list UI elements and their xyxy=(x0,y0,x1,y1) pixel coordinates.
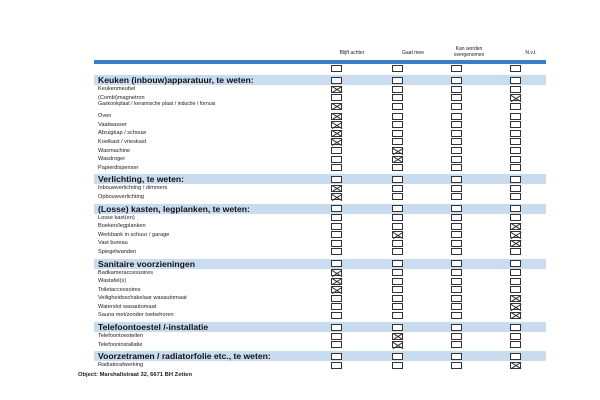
section-header xyxy=(94,75,546,85)
checkbox[interactable] xyxy=(392,176,403,183)
checklist-row xyxy=(94,184,546,193)
checkbox-checked[interactable] xyxy=(510,312,521,319)
checkbox[interactable] xyxy=(510,156,521,163)
checklist-row xyxy=(94,341,546,350)
checkbox[interactable] xyxy=(392,164,403,171)
checklist-row xyxy=(94,286,546,295)
checkbox-checked[interactable] xyxy=(331,121,342,128)
checkbox-checked[interactable] xyxy=(331,185,342,192)
checkbox[interactable] xyxy=(451,362,462,369)
checkbox-checked[interactable] xyxy=(331,113,342,120)
col-header-gaat-mee: Gaat mee xyxy=(402,50,424,56)
checkbox[interactable] xyxy=(331,240,342,247)
checklist-row xyxy=(94,303,546,312)
checklist-row xyxy=(94,269,546,278)
checkbox[interactable] xyxy=(392,138,403,145)
checkbox[interactable] xyxy=(392,362,403,369)
row-label: Badkameraccessoires xyxy=(98,269,154,276)
checkbox[interactable] xyxy=(451,103,462,110)
checkbox-checked[interactable] xyxy=(392,156,403,163)
checklist-row xyxy=(94,147,546,156)
section-title: Sanitaire voorzieningen xyxy=(98,258,195,269)
checkbox[interactable] xyxy=(392,324,403,331)
checklist-row xyxy=(94,155,546,164)
checkbox[interactable] xyxy=(392,121,403,128)
checkbox[interactable] xyxy=(451,312,462,319)
checkbox[interactable] xyxy=(510,185,521,192)
checkbox-checked[interactable] xyxy=(510,94,521,101)
row-label: Radiatorafwerking xyxy=(98,362,144,369)
checkbox[interactable] xyxy=(331,248,342,255)
section-header xyxy=(94,322,546,332)
checkbox[interactable] xyxy=(392,77,403,84)
checkbox[interactable] xyxy=(451,176,462,183)
row-label: Toiletaccessoires xyxy=(98,286,141,293)
checkbox[interactable] xyxy=(510,138,521,145)
checkbox-checked[interactable] xyxy=(331,286,342,293)
checkbox-checked[interactable] xyxy=(510,240,521,247)
checkbox[interactable] xyxy=(331,341,342,348)
checkbox[interactable] xyxy=(331,156,342,163)
col-header-blijft-achter: Blijft achter xyxy=(339,50,365,56)
checkbox[interactable] xyxy=(392,103,403,110)
row-label: Sauna met/zonder toebehoren xyxy=(98,312,174,319)
checkbox[interactable] xyxy=(451,65,462,72)
checkbox[interactable] xyxy=(392,278,403,285)
checklist-row xyxy=(94,85,546,94)
checkbox[interactable] xyxy=(451,185,462,192)
checkbox[interactable] xyxy=(451,240,462,247)
checkbox[interactable] xyxy=(510,130,521,137)
checkbox-checked[interactable] xyxy=(331,138,342,145)
row-label: Veiligheidsschakelaar wasautomaat xyxy=(98,295,187,302)
checkbox-checked[interactable] xyxy=(510,295,521,302)
checkbox-checked[interactable] xyxy=(331,130,342,137)
checklist-row xyxy=(94,277,546,286)
checkbox[interactable] xyxy=(331,164,342,171)
checkbox-checked[interactable] xyxy=(510,303,521,310)
checkbox-checked[interactable] xyxy=(510,223,521,230)
checkbox[interactable] xyxy=(392,286,403,293)
checkbox[interactable] xyxy=(510,324,521,331)
checkbox[interactable] xyxy=(510,286,521,293)
checkbox-checked[interactable] xyxy=(331,103,342,110)
checkbox-checked[interactable] xyxy=(392,231,403,238)
checkbox[interactable] xyxy=(451,121,462,128)
row-label: Wasmachine xyxy=(98,147,131,154)
checkbox[interactable] xyxy=(451,353,462,360)
checkbox[interactable] xyxy=(510,147,521,154)
checkbox[interactable] xyxy=(451,94,462,101)
checkbox[interactable] xyxy=(331,295,342,302)
row-label: Wastafel(s) xyxy=(98,278,127,285)
checkbox[interactable] xyxy=(451,286,462,293)
checkbox[interactable] xyxy=(510,77,521,84)
checkbox-checked[interactable] xyxy=(392,333,403,340)
checkbox[interactable] xyxy=(392,65,403,72)
row-label: Wasdroger xyxy=(98,156,126,163)
checkbox[interactable] xyxy=(510,205,521,212)
checklist-row xyxy=(94,239,546,248)
row-label: Telefooninstallatie xyxy=(98,341,143,348)
checkbox[interactable] xyxy=(451,295,462,302)
row-label: Opbouwverlichting xyxy=(98,193,145,200)
checkbox[interactable] xyxy=(510,341,521,348)
row-label: Inbouwverlichting / dimmers xyxy=(98,185,168,192)
checkbox[interactable] xyxy=(331,176,342,183)
checklist-row xyxy=(94,361,546,370)
checklist-row xyxy=(94,138,546,147)
checkbox[interactable] xyxy=(331,362,342,369)
section-title: Keuken (inbouw)apparatuur, te weten: xyxy=(98,75,254,85)
col-header-nvt: N.v.t. xyxy=(525,50,537,56)
checklist-row xyxy=(94,231,546,240)
checkbox-checked[interactable] xyxy=(392,147,403,154)
sections xyxy=(94,75,546,370)
checkbox[interactable] xyxy=(451,164,462,171)
checkbox[interactable] xyxy=(451,77,462,84)
checkbox[interactable] xyxy=(451,231,462,238)
column-header xyxy=(94,47,546,59)
checklist-row xyxy=(94,193,546,202)
checkbox[interactable] xyxy=(510,260,521,267)
checkbox[interactable] xyxy=(510,164,521,171)
checkbox[interactable] xyxy=(510,333,521,340)
row-label: Telefoontoestellen xyxy=(98,333,144,340)
checkbox[interactable] xyxy=(331,214,342,221)
checklist-row xyxy=(94,294,546,303)
checklist-row xyxy=(94,311,546,320)
row-label: Losse kast(en) xyxy=(98,214,135,221)
checkbox-checked[interactable] xyxy=(392,341,403,348)
checkbox-checked[interactable] xyxy=(510,231,521,238)
checklist-row xyxy=(94,214,546,223)
checkbox[interactable] xyxy=(510,193,521,200)
checkbox[interactable] xyxy=(451,269,462,276)
checkbox-checked[interactable] xyxy=(331,269,342,276)
checkbox[interactable] xyxy=(451,156,462,163)
row-label: (Combi)magnetron xyxy=(98,94,145,101)
checkbox[interactable] xyxy=(510,278,521,285)
checkbox[interactable] xyxy=(331,223,342,230)
section-title: Telefoontoestel /-installatie xyxy=(98,322,209,333)
checkbox[interactable] xyxy=(451,248,462,255)
checkbox[interactable] xyxy=(331,65,342,72)
checkbox[interactable] xyxy=(392,312,403,319)
checkbox[interactable] xyxy=(451,260,462,267)
checkbox[interactable] xyxy=(392,214,403,221)
row-label: Waterslot wasautomaat xyxy=(98,303,157,310)
checkbox[interactable] xyxy=(331,94,342,101)
section-title: Verlichting, te weten: xyxy=(98,174,184,185)
checkbox[interactable] xyxy=(451,86,462,93)
checkbox[interactable] xyxy=(392,353,403,360)
checkbox[interactable] xyxy=(392,113,403,120)
checkbox[interactable] xyxy=(451,333,462,340)
checkbox[interactable] xyxy=(392,130,403,137)
checkbox[interactable] xyxy=(331,324,342,331)
row-label: Boeken/legplanken xyxy=(98,223,146,230)
checkbox[interactable] xyxy=(331,205,342,212)
checkbox[interactable] xyxy=(392,185,403,192)
checkbox[interactable] xyxy=(451,278,462,285)
checkbox[interactable] xyxy=(451,341,462,348)
checkbox[interactable] xyxy=(392,248,403,255)
checkbox[interactable] xyxy=(392,240,403,247)
checkbox[interactable] xyxy=(451,303,462,310)
row-label: Spiegelwanden xyxy=(98,248,137,255)
checklist-row xyxy=(94,102,546,112)
checkbox[interactable] xyxy=(510,269,521,276)
checkbox-checked[interactable] xyxy=(331,86,342,93)
checkbox[interactable] xyxy=(331,77,342,84)
checklist-row xyxy=(94,248,546,257)
row-label: Koelkast / vrieskast xyxy=(98,138,147,145)
checkbox[interactable] xyxy=(392,303,403,310)
checkbox[interactable] xyxy=(331,353,342,360)
checkbox[interactable] xyxy=(331,147,342,154)
row-label: Afzuigkap / schouw xyxy=(98,130,147,137)
checklist-row xyxy=(94,164,546,173)
section-title: Voorzetramen / radiatorfolie etc., te weten: xyxy=(98,351,271,362)
checkbox[interactable] xyxy=(392,295,403,302)
checkbox[interactable] xyxy=(392,86,403,93)
row-label: Keukenmeubel xyxy=(98,86,136,92)
checkbox[interactable] xyxy=(510,103,521,110)
section-header xyxy=(94,174,546,184)
checkbox[interactable] xyxy=(451,205,462,212)
checkbox[interactable] xyxy=(392,205,403,212)
checkbox[interactable] xyxy=(451,130,462,137)
checkbox[interactable] xyxy=(451,193,462,200)
row-label: Oven xyxy=(98,113,112,120)
row-label: Vaatwasser xyxy=(98,121,127,128)
checkbox[interactable] xyxy=(510,86,521,93)
checkbox-checked[interactable] xyxy=(331,278,342,285)
checklist-row xyxy=(94,129,546,138)
checklist-row xyxy=(94,222,546,231)
row-label: Vast bureau xyxy=(98,240,128,247)
checkbox[interactable] xyxy=(392,223,403,230)
checklist-row xyxy=(94,332,546,341)
checkbox[interactable] xyxy=(392,260,403,267)
checkbox[interactable] xyxy=(451,324,462,331)
checkbox[interactable] xyxy=(392,193,403,200)
col-header-kan-worden-overgenomen: Kan worden overgenomen xyxy=(453,46,485,58)
checklist-sheet xyxy=(94,47,546,370)
checklist-row xyxy=(94,112,546,121)
section-header xyxy=(94,351,546,361)
checkbox[interactable] xyxy=(451,223,462,230)
checkbox[interactable] xyxy=(331,303,342,310)
checkbox[interactable] xyxy=(451,214,462,221)
checkbox[interactable] xyxy=(331,260,342,267)
checkbox-checked[interactable] xyxy=(331,193,342,200)
checkbox[interactable] xyxy=(510,176,521,183)
checkbox[interactable] xyxy=(392,94,403,101)
checkbox[interactable] xyxy=(510,248,521,255)
checkbox[interactable] xyxy=(331,312,342,319)
row-label: Papierdispenser xyxy=(98,164,139,171)
checkbox[interactable] xyxy=(451,113,462,120)
row-label: Werkbank in schuur / garage xyxy=(98,231,170,238)
object-footer: Object: Marshallstraat 32, 6671 BH Zetten xyxy=(78,372,193,378)
checklist-row xyxy=(94,121,546,130)
section-header xyxy=(94,204,546,214)
checkbox-checked[interactable] xyxy=(510,362,521,369)
checkbox[interactable] xyxy=(510,214,521,221)
checkbox[interactable] xyxy=(392,269,403,276)
checkbox[interactable] xyxy=(331,231,342,238)
checkbox[interactable] xyxy=(331,333,342,340)
checkbox[interactable] xyxy=(510,65,521,72)
section-header xyxy=(94,259,546,269)
checkbox[interactable] xyxy=(451,138,462,145)
checkbox[interactable] xyxy=(510,113,521,120)
checkbox[interactable] xyxy=(451,147,462,154)
section-title: (Losse) kasten, legplanken, te weten: xyxy=(98,203,250,214)
top-checkbox-row xyxy=(94,64,546,73)
checkbox[interactable] xyxy=(510,353,521,360)
checkbox[interactable] xyxy=(510,121,521,128)
row-label: Gaskookplaat / keramische plaat / inductie / fornuis xyxy=(98,101,216,108)
